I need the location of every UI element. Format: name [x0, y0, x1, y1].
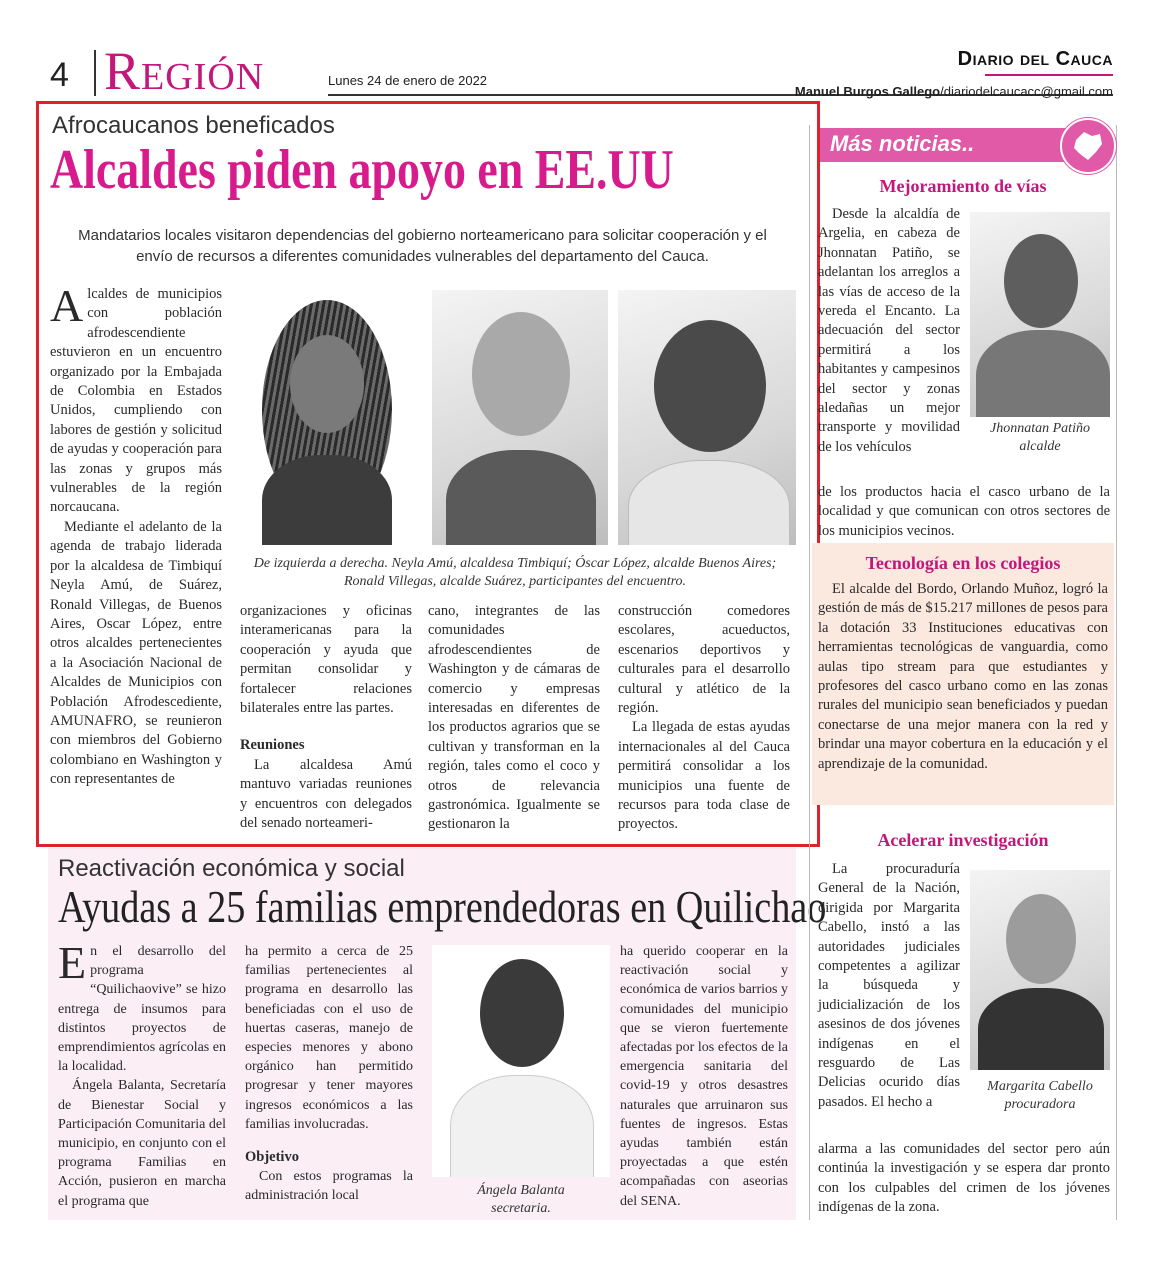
sidebar-item3-text-b: alarma a las comunidades del sector pero aún continúa la investigación y se espera dar pronto con los culpables del crimen de los jóvenes indígenas de la zona. — [818, 1141, 1110, 1216]
sidebar-item-tecnologia — [818, 553, 1108, 574]
portrait-face — [654, 320, 766, 452]
second-kicker: Reactivación económica y social — [58, 855, 405, 882]
sidebar-item1-text-a: Desde la alcaldía de Argelia, en cabeza de Jhonnatan Patiño, se adelantan los arreglos a las vías de acceso de la vereda el Encanto. La adecuación del sector permitirá a los habitantes y campesinos del sector y zonas aledañas un mejor transporte y movilidad de los vehículos — [818, 206, 960, 455]
sidebar-item3-title: Acelerar investigación — [877, 830, 1049, 850]
caption-role: secretaria. — [491, 1201, 551, 1216]
portrait-body — [978, 988, 1104, 1070]
portrait-body — [450, 1075, 594, 1177]
portrait-body — [262, 455, 392, 545]
caption-name: Ángela Balanta — [477, 1183, 565, 1198]
second-col1-para2: Ángela Balanta, Secretaría de Bienestar Social y Participación Comunitaria del municipio, en conjunto con el programa Familias en Acción, pusieron en marcha el programa que — [58, 1078, 226, 1209]
second-photo-caption — [432, 1182, 610, 1218]
header-divider — [94, 50, 96, 96]
main-col3-para1: cano, integrantes de las comunidades afrodescendientes de Washington y de cámaras de comercio y empresas interesadas en diferentes de los productos agrarios que se cultivan y transforman en la región, tales como el coco y otros de relevancia gastronómica. Igualmente se gestionaron la — [428, 603, 600, 833]
main-col2-para1: organizaciones y oficinas interamericanas para la cooperación y ayuda que permitan consolidar y fortalecer relaciones bilaterales entre las partes. — [240, 603, 412, 717]
main-col-2 — [240, 602, 412, 833]
photo-angela-balanta — [432, 945, 610, 1177]
main-deck: Mandatarios locales visitaron dependencias del gobierno norteamericano para solicitar cooperación y el envío de recursos a diferentes comunidades vulnerables del departamento del Cauca. — [78, 227, 767, 265]
second-subhead-objetivo: Objetivo — [245, 1149, 299, 1166]
sidebar-item3-caption — [970, 1078, 1110, 1114]
main-col1-para1: Alcaldes de municipios con población afrodescendiente estuvieron en un encuentro organizado por la Embajada de Colombia en Estados Unidos, cumpliendo con labores de gestión y solicitud de ayudas y cooperación para las zonas y grupos más vulnerables de la región norcaucana. — [50, 280, 222, 516]
second-col2-para1: ha permito a cerca de 25 familias pertenecientes al programa en desarrollo las beneficiadas con el uso de huertas caseras, manejo de especies menores y abono orgánico han permitido progresar y tener mayores ingresos económicos a las familias involucradas. — [245, 944, 413, 1132]
portrait-face — [290, 335, 364, 433]
photo-margarita-cabello — [970, 870, 1110, 1070]
main-headline: Alcaldes piden apoyo en EE.UU — [50, 139, 674, 201]
second-dropcap: E — [58, 937, 87, 988]
sidebar-title: Más noticias.. — [830, 131, 975, 156]
portrait-face — [1004, 234, 1078, 328]
caption-name: Jhonnatan Patiño — [990, 421, 1090, 436]
sidebar-item1-caption — [970, 420, 1110, 456]
main-col4-para1: construcción comedores escolares, acueductos, escenarios deportivos y culturales para el desarrollo cultural y atlético de la región. — [618, 603, 790, 717]
portrait-body — [976, 330, 1110, 417]
author-line — [795, 84, 1113, 99]
sidebar-item-vias — [818, 176, 1108, 197]
sidebar-item3-text-a: La procuraduría General de la Nación, dirigida por Margarita Cabello, instó a las autoridades judiciales competentes a agilizar la búsqueda y judicialización de los asesinos de dos jóvenes indígenas en el resguardo de Las Delicias ocurido días pasados. El hecho a — [818, 861, 960, 1110]
second-col-1 — [58, 937, 226, 1211]
section-title: Región — [104, 41, 265, 101]
sidebar-item1-title: Mejoramiento de vías — [879, 176, 1047, 196]
issue-date: Lunes 24 de enero de 2022 — [328, 73, 488, 88]
author-email: /diariodelcaucacc@gmail.com — [940, 84, 1113, 99]
portrait-body — [446, 450, 596, 545]
portrait-body — [628, 460, 790, 545]
author-name: Manuel Burgos Gallego — [794, 84, 941, 99]
photo-ronald-villegas — [618, 290, 796, 545]
main-kicker: Afrocaucanos beneficados — [52, 112, 335, 139]
second-col1-para1: En el desarrollo del programa “Quilichaovive” se hizo entrega de insumos para distintos proyectos de emprendimientos agrícolas en la localidad. — [58, 937, 226, 1075]
portrait-face — [480, 959, 564, 1067]
photo-neyla-amu — [232, 290, 422, 545]
second-col2-para2: Con estos programas la administración local — [245, 1169, 413, 1204]
caption-role: alcalde — [1019, 439, 1061, 454]
main-col-1 — [50, 280, 222, 790]
photo-jhonnatan-patino — [970, 212, 1110, 417]
portrait-face — [1006, 894, 1076, 984]
caption-role: procuradora — [1004, 1097, 1076, 1112]
second-col-4 — [620, 942, 788, 1211]
caption-name: Margarita Cabello — [987, 1079, 1093, 1094]
main-photo-caption: De izquierda a derecha. Neyla Amú, alcaldesa Timbiquí; Óscar López, alcalde Buenos Aires; Ronald Villegas, alcalde Suárez, participantes del encuentro. — [253, 556, 777, 589]
cauca-map-icon — [1060, 118, 1116, 174]
photo-oscar-lopez — [432, 290, 608, 545]
main-col1-para2: Mediante el adelanto de la agenda de trabajo liderada por la alcaldesa de Timbiquí Neyla Amú, de Suárez, Ronald Villegas, de Buenos Aires, Oscar López, entre otros alcaldes pertenecientes a la Asociación Nacional de Alcaldes de Municipios con Población Afrodescediente, AMUNAFRO, se reunieron con miembros del Gobierno colombiano en Washington y con representantes de — [50, 518, 222, 788]
main-col4-para2: La llegada de estas ayudas internacionales al del Cauca permitirá consolidar a los municipios una fuente de recursos para toda clase de proyectos. — [618, 719, 790, 833]
main-col-3 — [428, 602, 600, 835]
main-col2-para2: La alcaldesa Amú mantuvo variadas reuniones y encuentros con delegados del senado norteameri- — [240, 756, 412, 832]
page-number: 4 — [50, 56, 69, 94]
second-col4-para1: ha querido cooperar en la reactivación social y económica de varios barrios y comunidades del municipio que se vieron fuertemente afectadas por los efectos de la emergencia sanitaria del covid-19 y otros desastres naturales que arruinaron sus fuentes de ingresos. Estas ayudas también están proyectadas a que estén acompañadas con aseorias del SENA. — [620, 944, 788, 1209]
sidebar-item1-text-b: de los productos hacia el casco urbano de la localidad y que comunican con otros sectores de los municipios vecinos. — [818, 484, 1110, 539]
sidebar-item-investigacion — [818, 830, 1108, 851]
main-dropcap: A — [50, 280, 84, 331]
sidebar-item2-text: El alcalde del Bordo, Orlando Muñoz, logró la gestión de más de $15.217 millones de pesos para la dotación 33 Instituciones educativas con herramientas tecnológicas de vanguardia, como aulas tipo stream para que estudiantes y profesores del casco urbano como en las zonas rurales del municipio sean beneficiados y puedan conectarse de una mejor manera con la red y brindar una mayor cobertura en la educación y el aprendizaje de la comunidad. — [818, 581, 1108, 772]
main-subhead-reuniones: Reuniones — [240, 737, 305, 754]
masthead-rule — [985, 74, 1113, 76]
main-col-4 — [618, 602, 790, 835]
portrait-face — [472, 312, 570, 436]
masthead: Diario del Cauca — [957, 48, 1113, 70]
second-headline: Ayudas a 25 familias emprendedoras en Quilichao — [58, 881, 827, 932]
second-col-2 — [245, 942, 413, 1206]
sidebar-item2-title: Tecnología en los colegios — [865, 553, 1061, 573]
